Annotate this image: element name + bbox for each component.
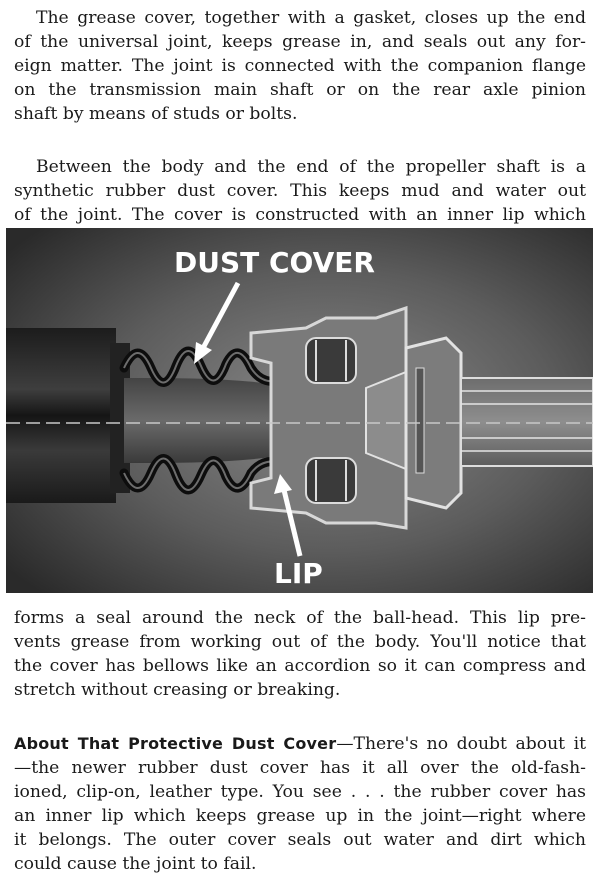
text-line: —the newer rubber dust cover has it all over the old-fash-: [14, 758, 586, 778]
trunnion-ball-bottom: [306, 458, 356, 503]
text-line: could cause the joint to fail.: [14, 854, 257, 874]
text-line: synthetic rubber dust cover. This keeps mud and water out: [14, 181, 586, 201]
propeller-tube: [6, 328, 116, 503]
text-line: forms a seal around the neck of the ball-head. This lip pre-: [14, 608, 586, 628]
label-lip: LIP: [274, 557, 323, 590]
paragraph-grease-cover: [14, 6, 586, 126]
paragraph-lip-bellows: [14, 606, 586, 702]
universal-joint-figure: [6, 228, 593, 593]
text-line: an inner lip which keeps grease up in the joint—right where: [14, 806, 586, 826]
universal-joint-illustration: [6, 228, 593, 593]
text-line: it belongs. The outer cover seals out water and dirt which: [14, 830, 586, 850]
text-line: the cover has bellows like an accordion so it can compress and: [14, 656, 586, 676]
text-line: stretch without creasing or breaking.: [14, 680, 341, 700]
label-dust-cover: DUST COVER: [174, 246, 375, 279]
text-line: eign matter. The joint is connected with the companion flange: [14, 56, 586, 76]
gasket: [416, 368, 424, 473]
text-line: of the joint. The cover is constructed with an inner lip which: [14, 205, 586, 225]
text-line: on the transmission main shaft or on the rear axle pinion: [14, 80, 586, 100]
text-line: shaft by means of studs or bolts.: [14, 104, 298, 124]
paragraph-dust-cover-intro: [14, 155, 586, 227]
text-line: The grease cover, together with a gasket, closes up the end: [36, 8, 586, 28]
paragraph-protective-dust-cover: [14, 732, 586, 876]
text-line: vents grease from working out of the body. You'll notice that: [14, 632, 586, 652]
text-line: of the universal joint, keeps grease in, and seals out any for-: [14, 32, 586, 52]
lead-continuation: —There's no doubt about it: [336, 734, 586, 754]
text-line: Between the body and the end of the propeller shaft is a: [36, 157, 586, 177]
text-line: [14, 732, 586, 756]
trunnion-ball-top: [306, 338, 356, 383]
section-lead-heading: About That Protective Dust Cover: [14, 734, 337, 753]
text-line: ioned, clip-on, leather type. You see . . . the rubber cover has: [14, 782, 586, 802]
